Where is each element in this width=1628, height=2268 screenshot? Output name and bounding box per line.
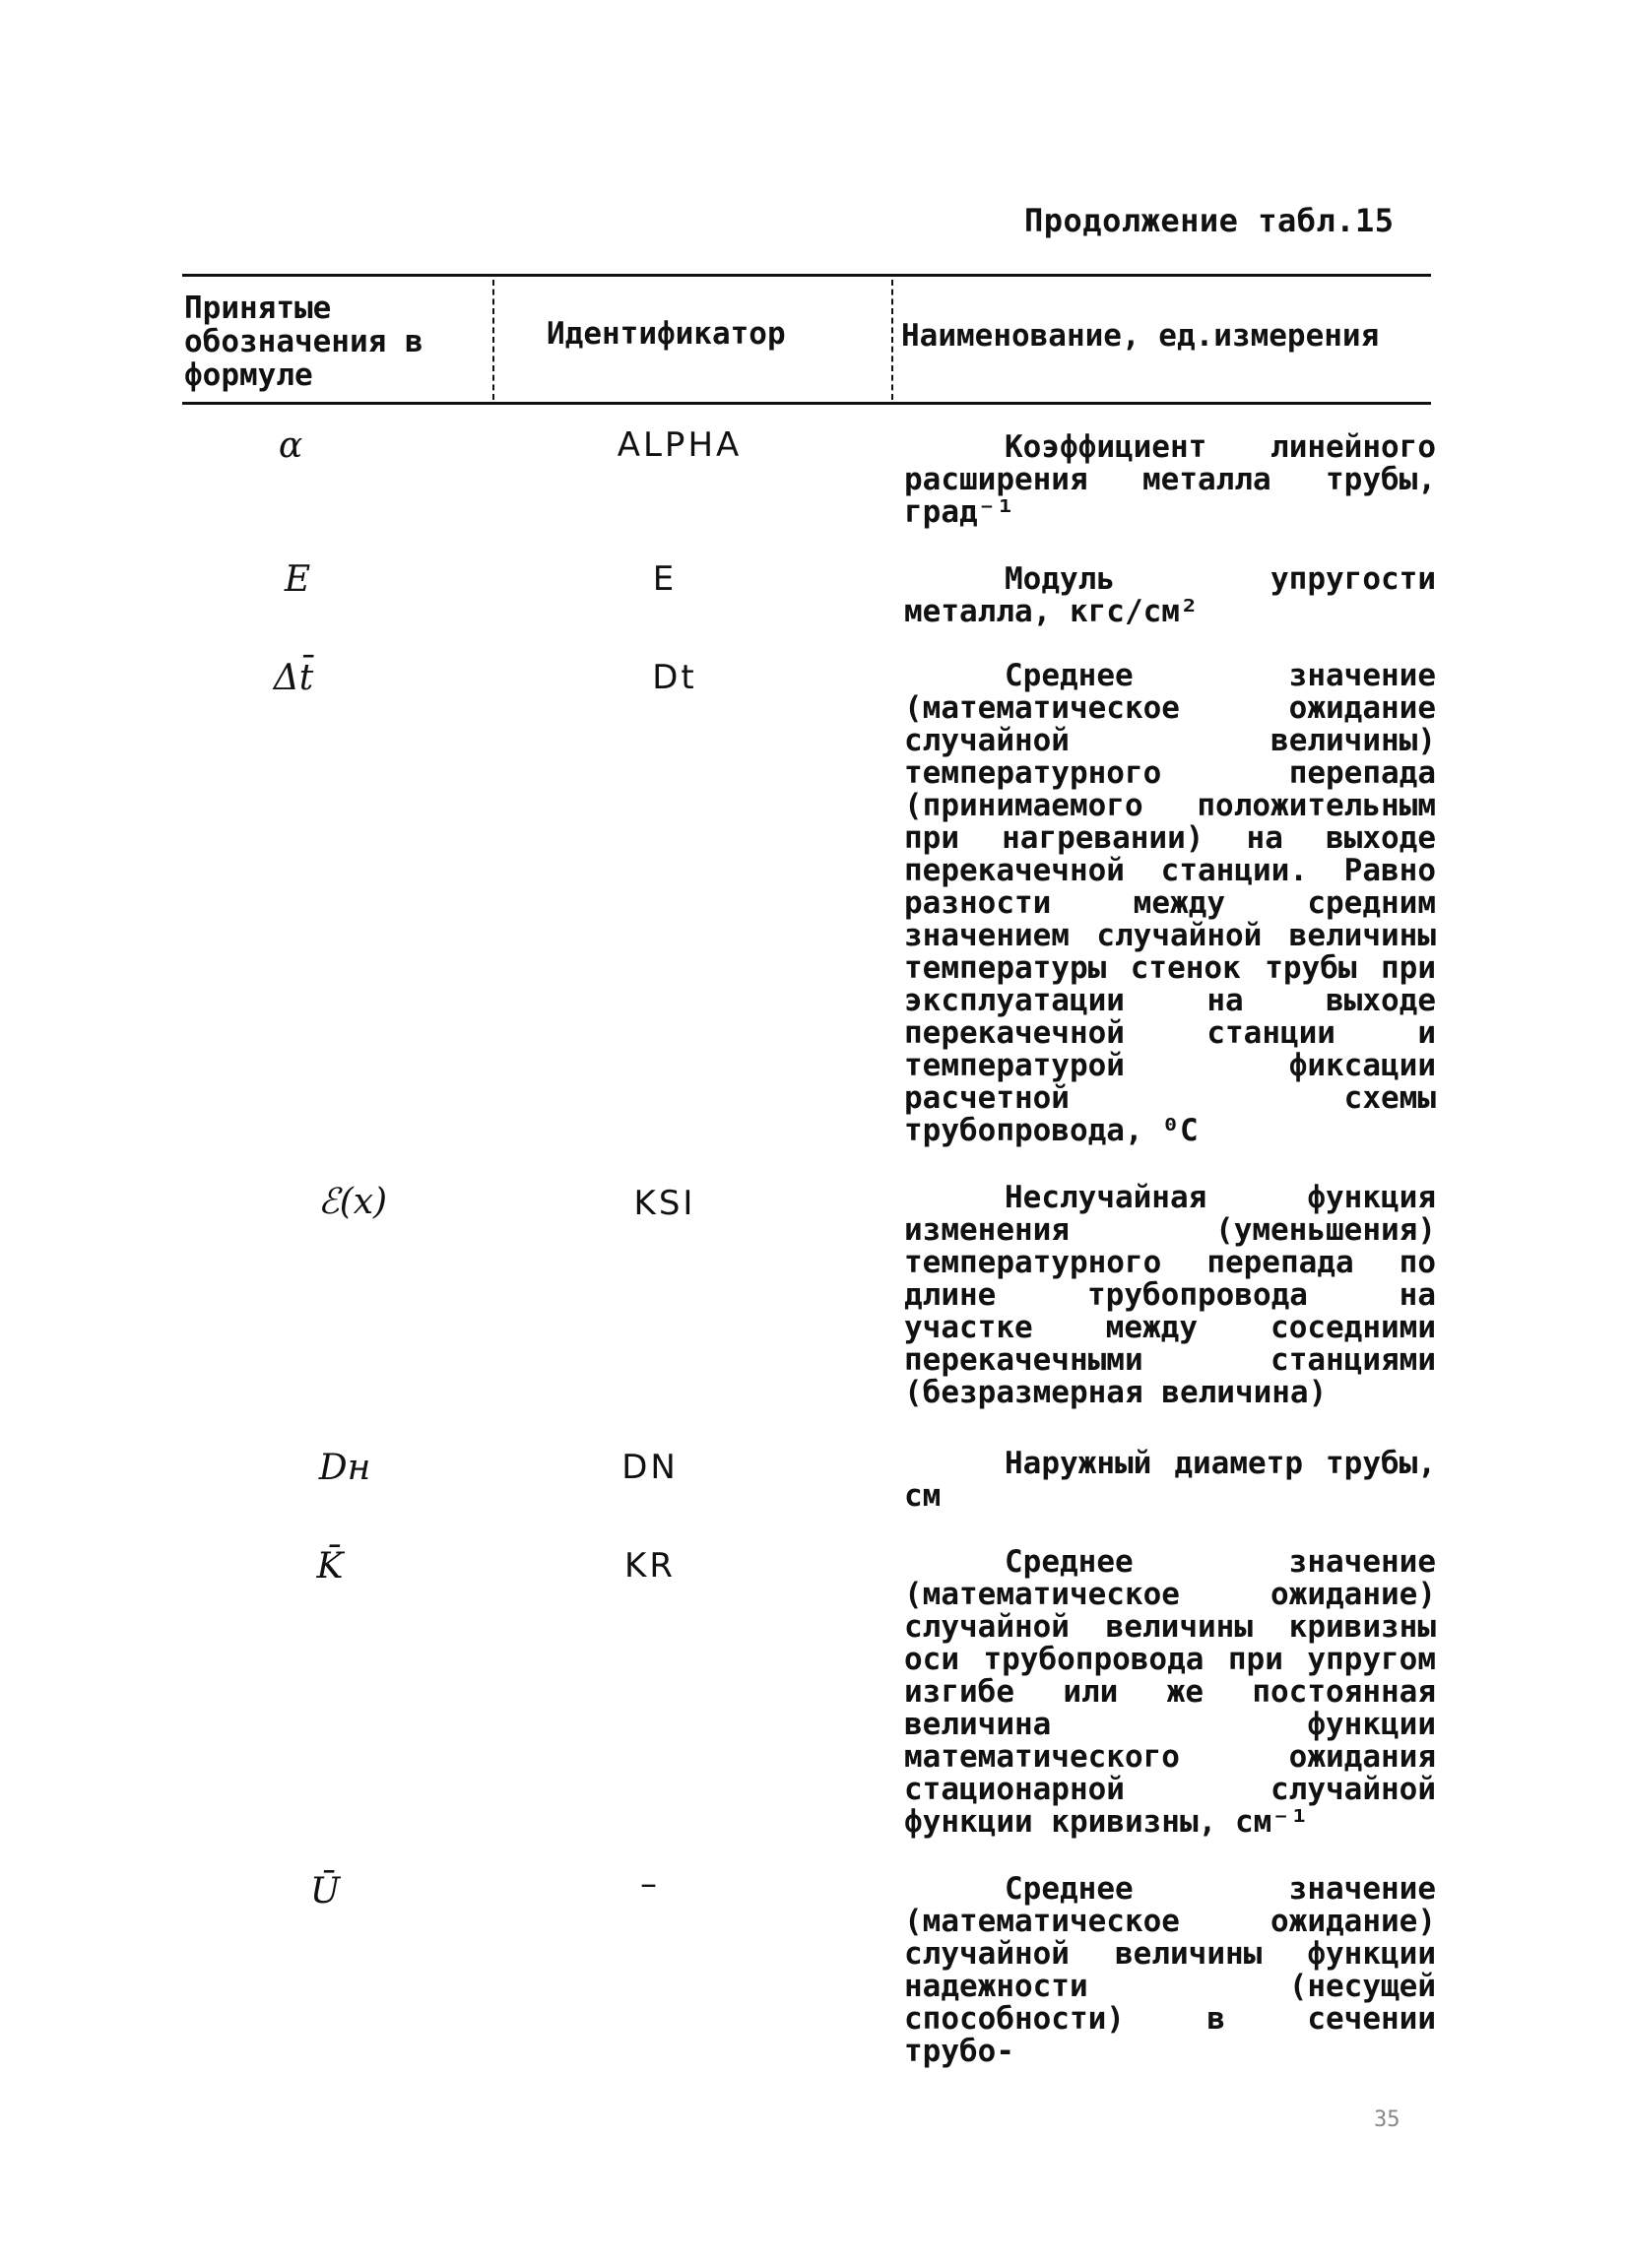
page-number: 35 (1374, 2107, 1400, 2132)
row-symbol: E (284, 559, 311, 600)
header-name: Наименование, ед.измерения (901, 318, 1380, 354)
row-symbol: ℰ(x) (317, 1182, 388, 1222)
row-identifier: Dt (652, 658, 697, 697)
row-description: Неслучайная функция изменения (уменьшения) температурного перепада по длине трубопровода на участке между соседними перекачечными станциями (безразмерная величина) (904, 1180, 1436, 1410)
row-identifier: KSI (633, 1184, 696, 1223)
row-identifier: KR (624, 1546, 676, 1586)
row-description: Среднее значение (математическое ожидание) случайной величины функции надежности (несущей способности) в сечении трубо- (904, 1871, 1436, 2069)
row-symbol: Ū (309, 1871, 341, 1912)
table-caption: Продолжение табл.15 (1024, 202, 1395, 239)
row-identifier: E (652, 559, 678, 599)
column-divider-1 (492, 280, 494, 400)
row-description: Среднее значение (математическое ожидание случайной величины) температурного перепада (принимаемого положительным при нагревании) на выходе перекачечной станции. Равно разности между средним значением случайной величины температуры стенок трубы при эксплуатации на выходе перекачечной станции и температурой фиксации расчетной схемы трубопровода, ⁰С (904, 658, 1436, 1148)
row-identifier: – (640, 1864, 660, 1904)
row-identifier: DN (621, 1448, 679, 1487)
row-symbol: Dн (318, 1448, 371, 1488)
row-symbol: Δt̄ (273, 658, 314, 698)
header-symbol: Принятые обозначения в формуле (184, 291, 423, 393)
header-identifier: Идентификатор (547, 316, 786, 352)
row-identifier: ALPHA (617, 425, 743, 465)
row-symbol: K̄ (316, 1546, 344, 1587)
header-bottom-rule (182, 402, 1431, 405)
row-description: Коэффициент линейного расширения металла трубы, град⁻¹ (904, 429, 1436, 530)
column-divider-2 (891, 280, 893, 400)
table-top-rule (182, 274, 1431, 277)
row-description: Наружный диаметр трубы, см (904, 1446, 1436, 1514)
row-description: Среднее значение (математическое ожидание) случайной величины кривизны оси трубопровода при упругом изгибе или же постоянная величина функции математического ожидания стационарной случайной функции кривизны, см⁻¹ (904, 1544, 1436, 1840)
row-symbol: α (278, 425, 303, 466)
row-description: Модуль упругости металла, кгс/см² (904, 561, 1436, 629)
